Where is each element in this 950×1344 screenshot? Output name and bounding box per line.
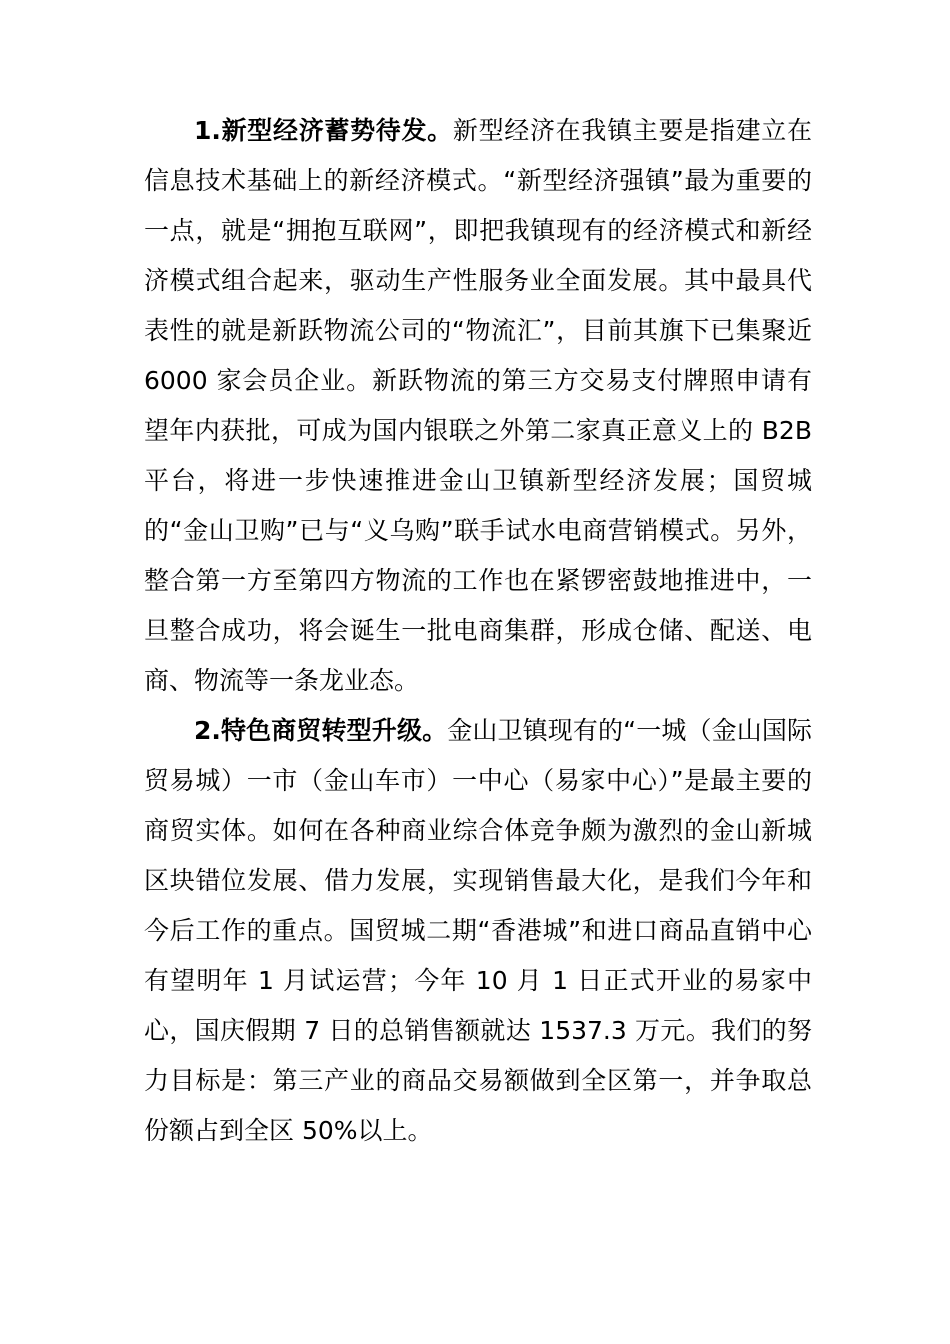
document-body [144,106,812,1156]
paragraph-commerce-upgrade [144,706,812,1156]
paragraph-heading: 2.特色商贸转型升级。 [194,716,448,745]
paragraph-new-economy [144,106,812,706]
paragraph-text: 金山卫镇现有的“一城（金山国际贸易城）一市（金山车市）一中心（易家中心）”是最主要的商贸实体。如何在各种商业综合体竞争颇为激烈的金山新城区块错位发展、借力发展，实现销售最大化，是我们今年和今后工作的重点。国贸城二期“香港城”和进口商品直销中心有望明年 1 月试运营；今年 10 月 1 日正式开业的易家中心，国庆假期 7 日的总销售额就达 1537.3 万元。我们的努力目标是：第三产业的商品交易额做到全区第一，并争取总份额占到全区 50%以上。 [144,716,812,1145]
paragraph-heading: 1.新型经济蓄势待发。 [194,116,453,145]
paragraph-text: 新型经济在我镇主要是指建立在信息技术基础上的新经济模式。“新型经济强镇”最为重要的一点，就是“拥抱互联网”，即把我镇现有的经济模式和新经济模式组合起来，驱动生产性服务业全面发展。其中最具代表性的就是新跃物流公司的“物流汇”，目前其旗下已集聚近 6000 家会员企业。新跃物流的第三方交易支付牌照申请有望年内获批，可成为国内银联之外第二家真正意义上的 B2B 平台，将进一步快速推进金山卫镇新型经济发展；国贸城的“金山卫购”已与“义乌购”联手试水电商营销模式。另外，整合第一方至第四方物流的工作也在紧锣密鼓地推进中，一旦整合成功，将会诞生一批电商集群，形成仓储、配送、电商、物流等一条龙业态。 [144,116,812,695]
